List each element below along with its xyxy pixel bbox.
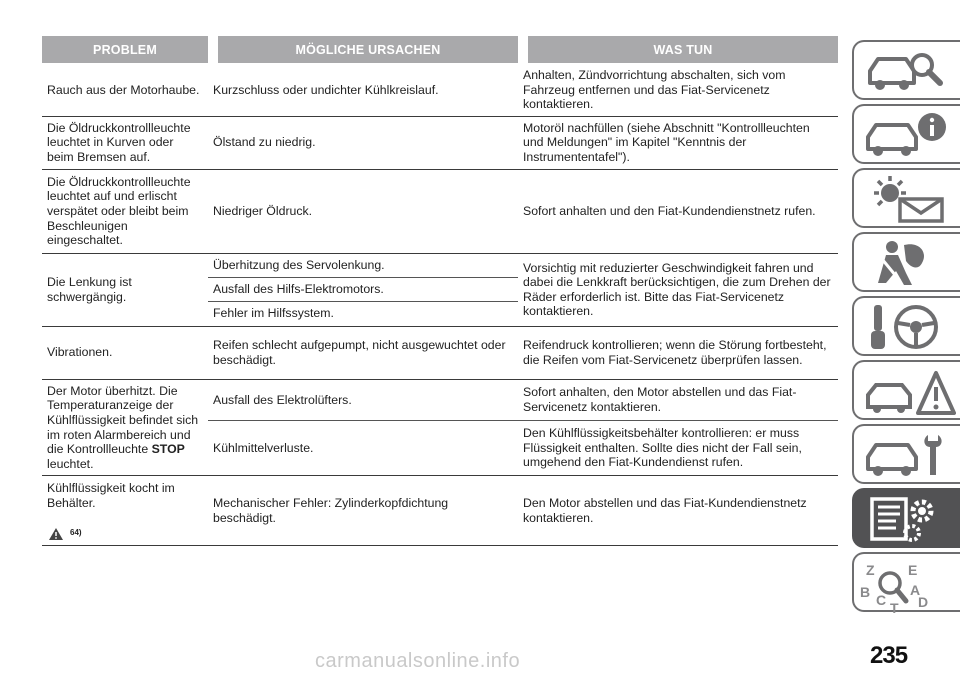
svg-text:B: B — [860, 584, 871, 600]
action-cell: Den Motor abstellen und das Fiat-Kundendienstnetz kontaktieren. — [518, 476, 838, 546]
warning-triangle-icon — [47, 527, 69, 541]
cause-cell: Mechanischer Fehler: Zylinderkopfdichtung beschädigt. — [208, 476, 518, 546]
tab-warning-lights[interactable] — [852, 168, 960, 228]
cause-cell: Kurzschluss oder undichter Kühlkreislauf. — [208, 63, 518, 117]
header-causes: MÖGLICHE URSACHEN — [208, 36, 518, 63]
action-cell: Motoröl nachfüllen (siehe Abschnitt "Kontrollleuchten und Meldungen" im Kapitel "Kenntnis der Instrumententafel"). — [518, 117, 838, 170]
tab-maintenance[interactable] — [852, 424, 960, 484]
action-cell: Vorsichtig mit reduzierter Geschwindigkeit fahren und dabei die Lenkkraft berücksichtigen, die zum Drehen der Räder erforderlich ist. Bitte das Fiat-Servicenetz kontaktieren. — [518, 254, 838, 327]
action-cell: Anhalten, Zündvorrichtung abschalten, sich vom Fahrzeug entfernen und das Fiat-Servicenetz kontaktieren. — [518, 63, 838, 117]
problem-text-end: leuchtet. — [47, 456, 94, 471]
page-number: 235 — [870, 642, 908, 669]
cause-cell: Überhitzung des Servolenkung. — [208, 254, 518, 278]
tab-emergency[interactable] — [852, 360, 960, 420]
svg-text:A: A — [910, 582, 921, 598]
table-row — [42, 170, 838, 254]
warning-reference[interactable]: 64) — [47, 524, 202, 541]
table-row — [42, 63, 838, 117]
svg-text:E: E — [908, 562, 918, 578]
cause-cell: Ölstand zu niedrig. — [208, 117, 518, 170]
table-row — [42, 327, 838, 380]
problem-cell: Die Lenkung ist schwergängig. — [42, 254, 208, 327]
cause-cell: Niedriger Öldruck. — [208, 170, 518, 254]
warning-light-envelope-icon — [860, 173, 956, 225]
cause-cell: Ausfall des Elektrolüfters. — [208, 380, 518, 421]
action-cell: Den Kühlflüssigkeitsbehälter kontrollieren: er muss Flüssigkeit enthalten. Sollte dies nicht der Fall sein, umgehend den Fiat-Kundendienst rufen. — [518, 421, 838, 476]
problem-text: Kühlflüssigkeit kocht im Behälter. — [47, 480, 175, 510]
problem-cell — [42, 380, 208, 477]
problem-cell: Die Öldruckkontrollleuchte leuchtet in Kurven oder beim Bremsen auf. — [42, 117, 208, 170]
car-warning-triangle-icon — [860, 365, 956, 417]
svg-text:T: T — [890, 600, 899, 613]
cause-cell: Ausfall des Hilfs-Elektromotors. — [208, 278, 518, 302]
tab-safety[interactable] — [852, 232, 960, 292]
svg-text:Z: Z — [866, 562, 875, 578]
table-header-row — [42, 36, 838, 63]
table-row — [42, 254, 838, 278]
tab-technical-data[interactable] — [852, 488, 960, 548]
tab-car-info[interactable] — [852, 104, 960, 164]
svg-text:D: D — [918, 594, 929, 610]
watermark: carmanualsonline.info — [315, 650, 521, 672]
car-info-icon — [860, 109, 956, 161]
tab-starting-driving[interactable] — [852, 296, 960, 356]
list-gear-icon — [860, 493, 956, 545]
table-row — [42, 117, 838, 170]
action-cell: Sofort anhalten, den Motor abstellen und das Fiat-Servicenetz kontaktieren. — [518, 380, 838, 421]
troubleshooting-table — [42, 36, 838, 546]
action-cell: Reifendruck kontrollieren; wenn die Störung fortbesteht, die Reifen vom Fiat-Servicenetz überprüfen lassen. — [518, 327, 838, 380]
table-row — [42, 476, 838, 546]
cause-cell: Fehler im Hilfssystem. — [208, 302, 518, 327]
header-action: WAS TUN — [518, 36, 838, 63]
tab-car-search[interactable] — [852, 40, 960, 100]
car-wrench-icon — [860, 429, 956, 481]
problem-text: Der Motor überhitzt. Die Temperaturanzeige der Kühlflüssigkeit befindet sich im roten Alarmbereich und die Kontrollleuchte — [47, 383, 199, 457]
header-problem: PROBLEM — [42, 36, 208, 63]
problem-cell: Vibrationen. — [42, 327, 208, 380]
table-row — [42, 380, 838, 421]
stop-label: STOP — [151, 442, 185, 457]
action-cell: Sofort anhalten und den Fiat-Kundendienstnetz rufen. — [518, 170, 838, 254]
alphabet-index-icon — [860, 557, 956, 613]
problem-cell: Rauch aus der Motorhaube. — [42, 63, 208, 117]
cause-cell: Reifen schlecht aufgepumpt, nicht ausgewuchtet oder beschädigt. — [208, 327, 518, 380]
key-steering-wheel-icon — [860, 301, 956, 353]
problem-cell — [42, 476, 208, 546]
tab-index[interactable] — [852, 552, 960, 612]
problem-cell: Die Öldruckkontrollleuchte leuchtet auf und erlischt verspätet oder bleibt beim Beschleunigen eingeschaltet. — [42, 170, 208, 254]
cause-cell: Kühlmittelverluste. — [208, 421, 518, 476]
airbag-person-icon — [860, 237, 956, 289]
svg-text:C: C — [876, 592, 887, 608]
car-search-icon — [860, 45, 956, 97]
